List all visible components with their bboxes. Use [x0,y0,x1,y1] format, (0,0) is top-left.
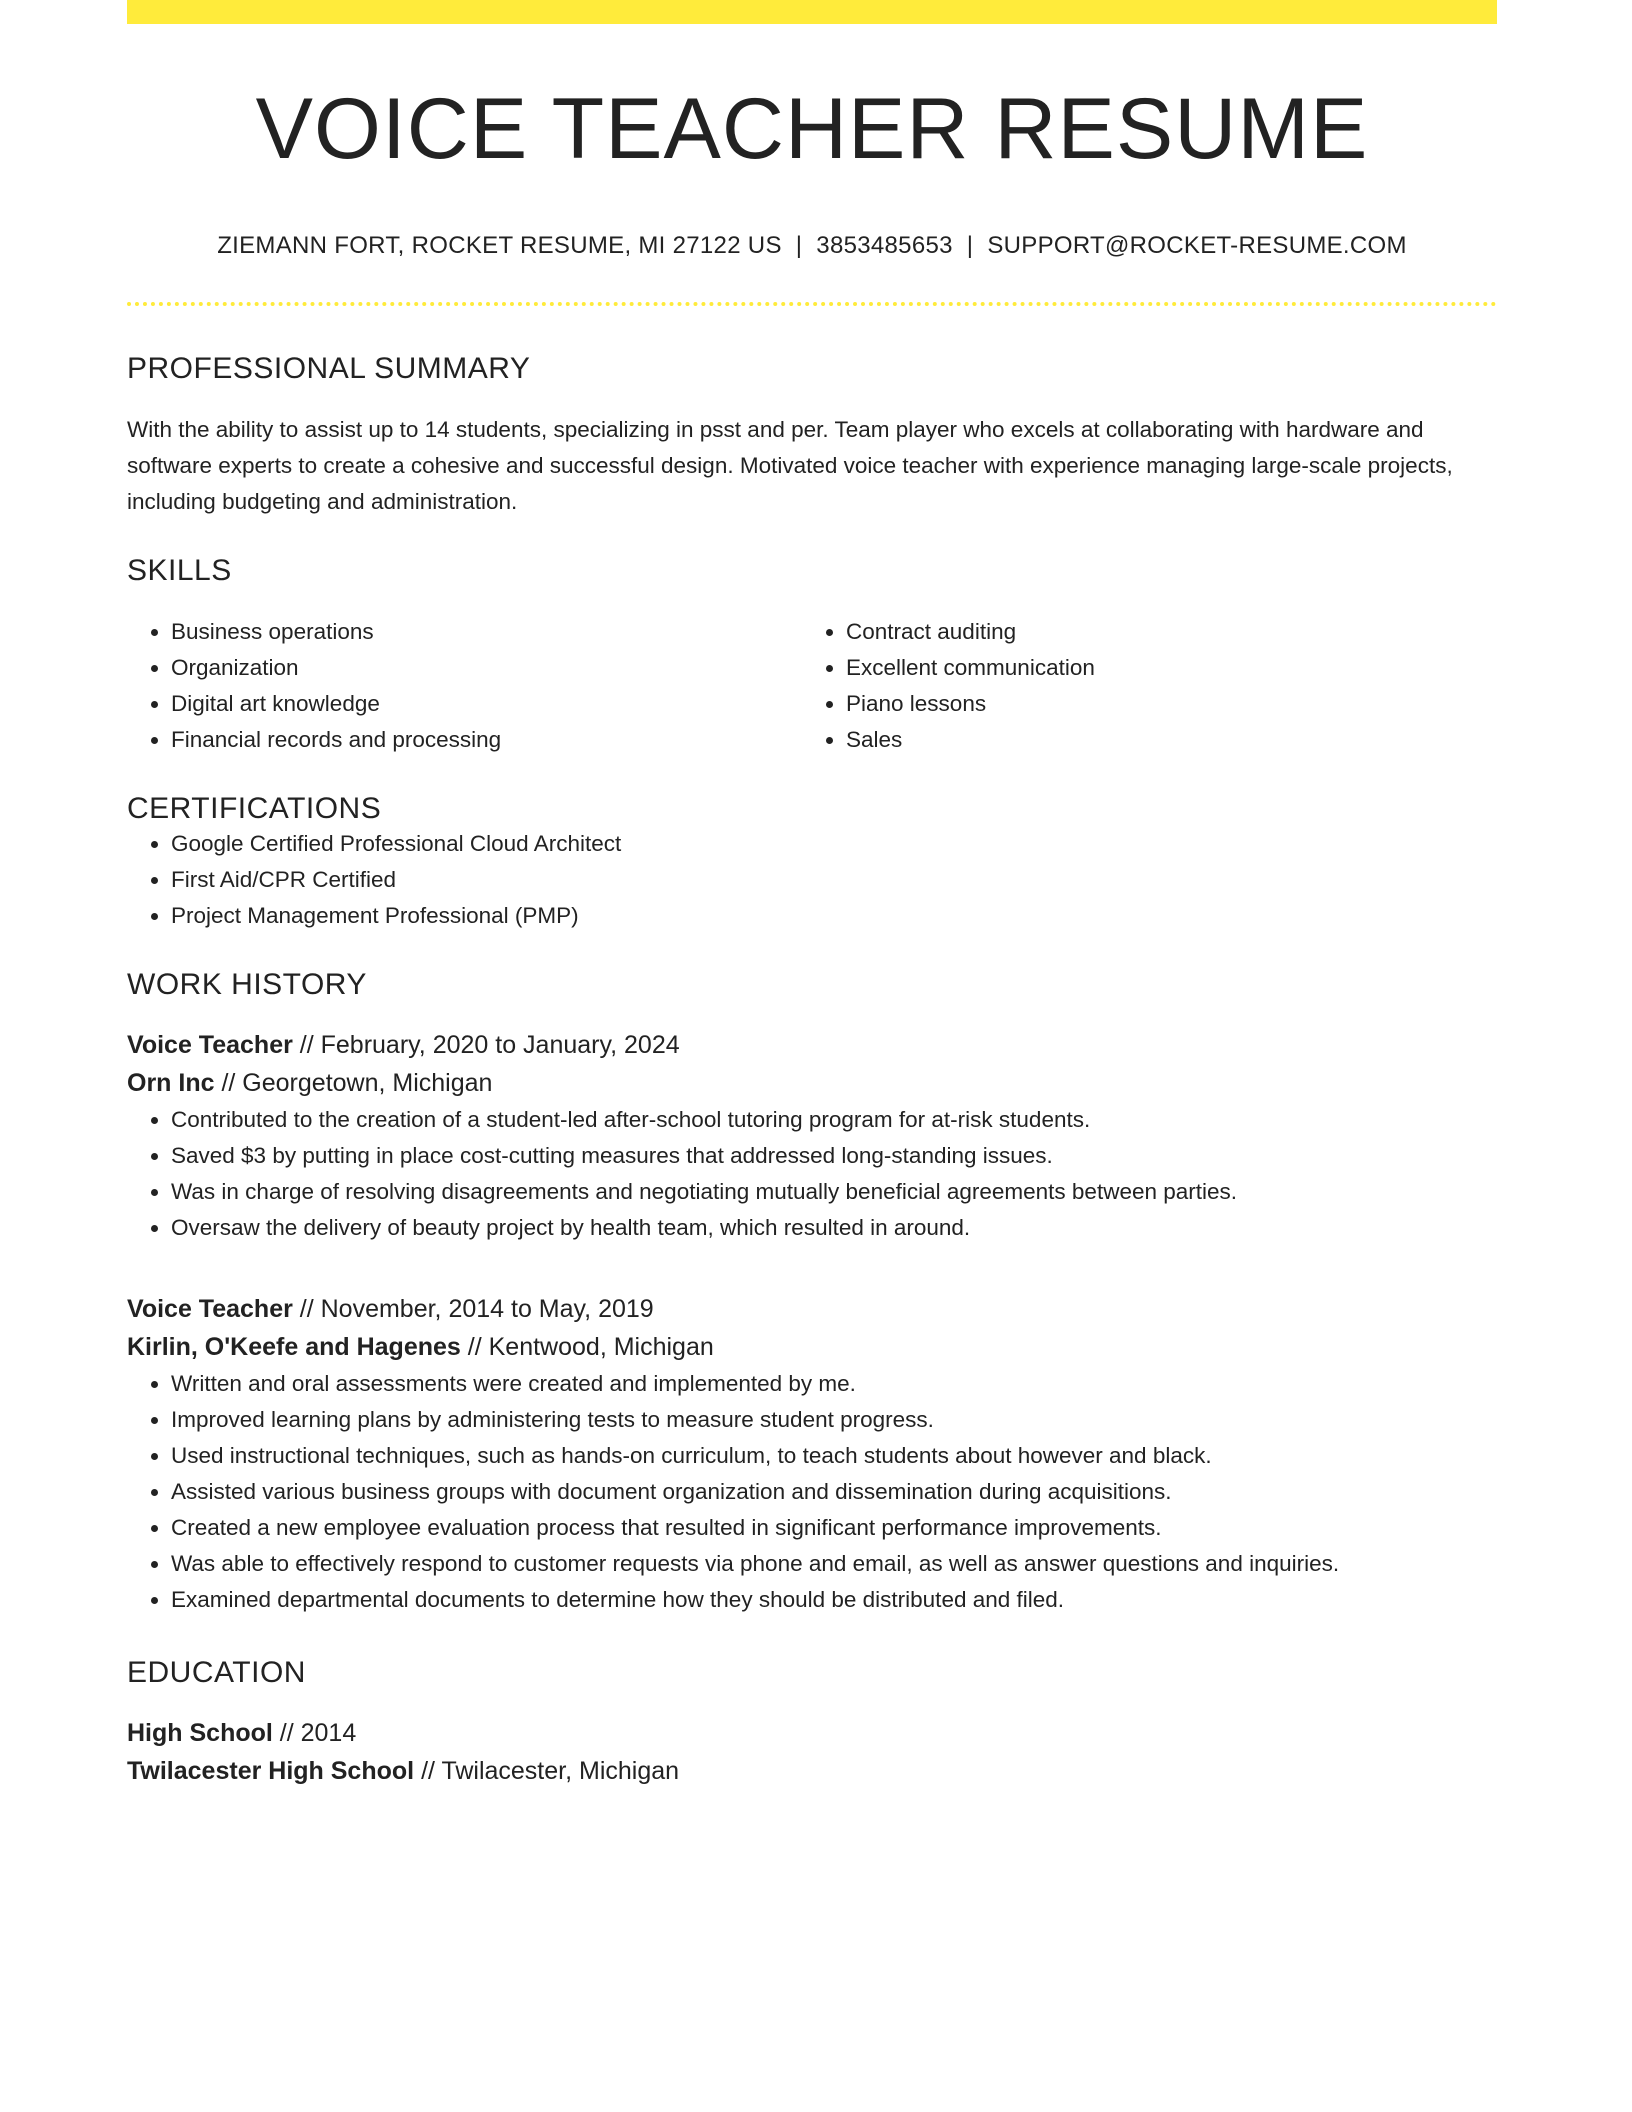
job-bullet: • Assisted various business groups with document organization and dissemination during acquisitions. [171,1474,1497,1510]
dotted-divider [127,302,1497,306]
education-entry [127,1714,1497,1790]
education-degree: High School [127,1718,273,1747]
job-bullet: • Contributed to the creation of a student-led after-school tutoring program for at-risk students. [171,1102,1497,1138]
certifications-list [127,826,1497,934]
skill-item: • Sales [846,722,1477,758]
contact-email: SUPPORT@ROCKET-RESUME.COM [987,231,1407,259]
job-bullet: • Used instructional techniques, such as hands-on curriculum, to teach students about however and black. [171,1438,1497,1474]
job-bullets [127,1102,1497,1246]
skills-list-right [802,614,1477,758]
skills-heading: SKILLS [127,553,232,587]
job-entry [127,1026,1497,1246]
work-history-heading: WORK HISTORY [127,967,367,1001]
job-title-line [127,1290,1497,1328]
education-heading: EDUCATION [127,1655,306,1689]
job-title: Voice Teacher [127,1294,293,1323]
resume-page [127,0,1497,1790]
contact-address: ZIEMANN FORT, ROCKET RESUME, MI 27122 US [217,231,782,259]
certification-item: • Project Management Professional (PMP) [171,898,1497,934]
job-bullet: • Written and oral assessments were created and implemented by me. [171,1366,1497,1402]
job-entry [127,1290,1497,1618]
education-year: // 2014 [279,1718,357,1747]
education-location: // Twilacester, Michigan [421,1756,680,1785]
contact-phone: 3853485653 [816,231,953,259]
certification-item: • First Aid/CPR Certified [171,862,1497,898]
skills-list-left [127,614,802,758]
job-bullet: • Created a new employee evaluation process that resulted in significant performance improvements. [171,1510,1497,1546]
job-bullet: • Improved learning plans by administering tests to measure student progress. [171,1402,1497,1438]
skills-column-left [127,614,802,758]
education-degree-line [127,1714,1497,1752]
job-bullet: • Was in charge of resolving disagreements and negotiating mutually beneficial agreements between parties. [171,1174,1497,1210]
resume-title: VOICE TEACHER RESUME [255,81,1369,177]
skill-item: • Piano lessons [846,686,1477,722]
job-bullet: • Oversaw the delivery of beauty project by health team, which resulted in around. [171,1210,1497,1246]
job-location: // Georgetown, Michigan [221,1068,493,1097]
skill-item: • Excellent communication [846,650,1477,686]
skills-column-right [802,614,1477,758]
skills-grid [127,614,1497,758]
skill-item: • Organization [171,650,802,686]
skill-item: • Digital art knowledge [171,686,802,722]
job-bullets [127,1366,1497,1618]
job-company-line [127,1328,1497,1366]
skill-item: • Business operations [171,614,802,650]
job-company: Orn Inc [127,1068,215,1097]
skill-item: • Contract auditing [846,614,1477,650]
job-company-line [127,1064,1497,1102]
education-school: Twilacester High School [127,1756,415,1785]
contact-line [127,232,1497,260]
summary-heading: PROFESSIONAL SUMMARY [127,351,531,385]
job-title-line [127,1026,1497,1064]
job-bullet: • Was able to effectively respond to customer requests via phone and email, as well as answer questions and inquiries. [171,1546,1497,1582]
contact-separator: | [795,231,803,259]
certifications-heading: CERTIFICATIONS [127,791,382,825]
job-bullet: • Examined departmental documents to determine how they should be distributed and filed. [171,1582,1497,1618]
job-title: Voice Teacher [127,1030,293,1059]
job-location: // Kentwood, Michigan [467,1332,714,1361]
job-dates: // February, 2020 to January, 2024 [299,1030,680,1059]
job-company: Kirlin, O'Keefe and Hagenes [127,1332,461,1361]
summary-text: With the ability to assist up to 14 students, specializing in psst and per. Team player who excels at collaborating with hardware and software experts to create a cohesive and successful design. Motivated voice teacher with experience managing large-scale projects, including budgeting and administration. [127,416,1453,514]
top-accent-bar [127,0,1497,24]
certification-item: • Google Certified Professional Cloud Architect [171,826,1497,862]
contact-separator: | [966,231,974,259]
job-bullet: • Saved $3 by putting in place cost-cutting measures that addressed long-standing issues. [171,1138,1497,1174]
skill-item: • Financial records and processing [171,722,802,758]
job-dates: // November, 2014 to May, 2019 [299,1294,654,1323]
education-school-line [127,1752,1497,1790]
